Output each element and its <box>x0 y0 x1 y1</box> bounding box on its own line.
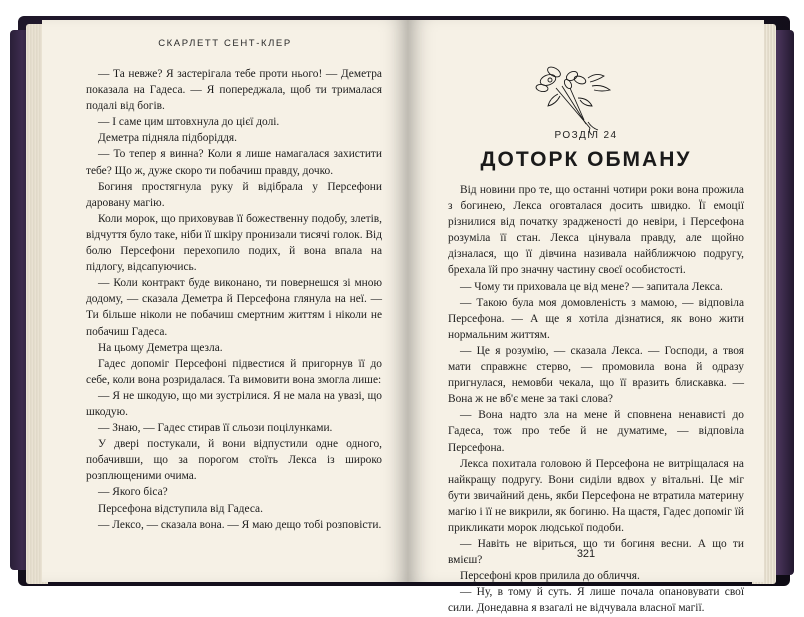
paragraph: — Чому ти приховала це від мене? — запитала Лекса. <box>460 280 723 293</box>
paragraph: Гадес допоміг Персефоні підвестися й пригорнув її до себе, коли вона розридалася. Та вимовити вона змогла лише: <box>86 357 382 386</box>
paragraph: — Навіть не віриться, що ти богиня весни. А що ти вмієш? <box>448 538 744 567</box>
paragraph: — Ну, в тому й суть. Я лише почала опановувати свої сили. Донедавна я взагалі не відчувала власної магії. <box>448 586 744 615</box>
left-page <box>42 20 408 582</box>
paragraph: — Вона надто зла на мене й сповнена ненависті до Гадеса, тож про тебе й не думатиме, — відповіла Персефона. <box>448 409 744 454</box>
paragraph: — Лексо, — сказала вона. — Я маю дещо тобі розповісти. <box>98 518 382 531</box>
paragraph: — Якого біса? <box>98 486 168 499</box>
paragraph: У двері постукали, й вони відпустили одне одного, побачивши, що за порогом стоїть Лекса із широко розплющеними очима. <box>86 438 382 483</box>
paragraph: — Коли контракт буде виконано, ти повернешся зі мною додому, — сказала Деметра й Персефона глянула на неї. — Ти більше ніколи не побачиш смертним життям і ніколи не побачиш Гадеса. <box>86 277 382 338</box>
paragraph: — Це я розумію, — сказала Лекса. — Господи, а твоя мати справжнє стерво, — промовила вона й одразу пригнулася, немовби чекала, що її вразить блискавка. — Вона ж не вб'є мене за такі слова? <box>448 344 744 406</box>
paragraph: На цьому Деметра щезла. <box>98 341 223 354</box>
page-number: 321 <box>576 548 596 560</box>
paragraph: Персефоні кров прилила до обличчя. <box>460 570 640 583</box>
paragraph: Коли морок, що приховував її божественну подобу, злетів, відчуття було таке, ніби її шкіру пронизали тисячі голок. Від болю Персефони перехопило подих, й вона впала на підлогу, відсапуючись. <box>86 212 382 274</box>
paragraph: Богиня простягнула руку й відібрала у Персефони даровану магію. <box>86 180 382 209</box>
paragraph: — Знаю, — Гадес стирав її сльози поцілунками. <box>98 422 333 435</box>
paragraph: Від новини про те, що останні чотири роки вона прожила з богинею, Лекса оговталася досить швидко. Її емоції різнилися від початку зрадженості до невіри, і Персефона розуміла її стан. Лекса цінувала правду, але щойно дізналася, що її дівчина називала найближчою подругу, брехала їй про значну частину своєї особистості. <box>448 184 744 277</box>
right-page <box>408 20 764 615</box>
paragraph: Лекса похитала головою й Персефона не витріщалася на найкращу подругу. Вони сиділи вдвох у вітальні. Це міг бути звичайний день, якби Персефона не втратила материну магію і її не викрили, як богиню. На щастя, Гадес допоміг їй прикликати морок людської подоби. <box>448 457 744 534</box>
paragraph: — І саме цим штовхнула до цієї долі. <box>98 116 280 129</box>
paragraph: Персефона відступила від Гадеса. <box>98 502 263 515</box>
running-head: СКАРЛЕТТ СЕНТ-КЛЕР <box>158 38 292 49</box>
open-book <box>8 10 794 615</box>
chapter-title: ДОТОРК ОБМАНУ <box>480 148 692 171</box>
left-page-text <box>86 66 382 533</box>
chapter-number: РОЗДІЛ 24 <box>554 130 618 141</box>
paragraph: — Такою була моя домовленість з мамою, — відповіла Персефона. — А ще я хотіла дізнатися, як воно жити нормальним життям. <box>448 296 744 341</box>
paragraph: — То тепер я винна? Коли я лише намагалася захистити тебе? Що ж, дуже скоро ти побачиш правду, дочко. <box>86 148 382 177</box>
paragraph: Деметра підняла підборіддя. <box>98 132 238 145</box>
flower-bouquet-icon <box>528 58 618 136</box>
paragraph: — Я не шкодую, що ми зустрілися. Я не мала на увазі, що шкодую. <box>86 389 382 418</box>
paragraph: — Та невже? Я застерігала тебе проти нього! — Деметра показала на Гадеса. — Я попереджала, щоб ти трималася подалі від богів. <box>86 68 382 113</box>
